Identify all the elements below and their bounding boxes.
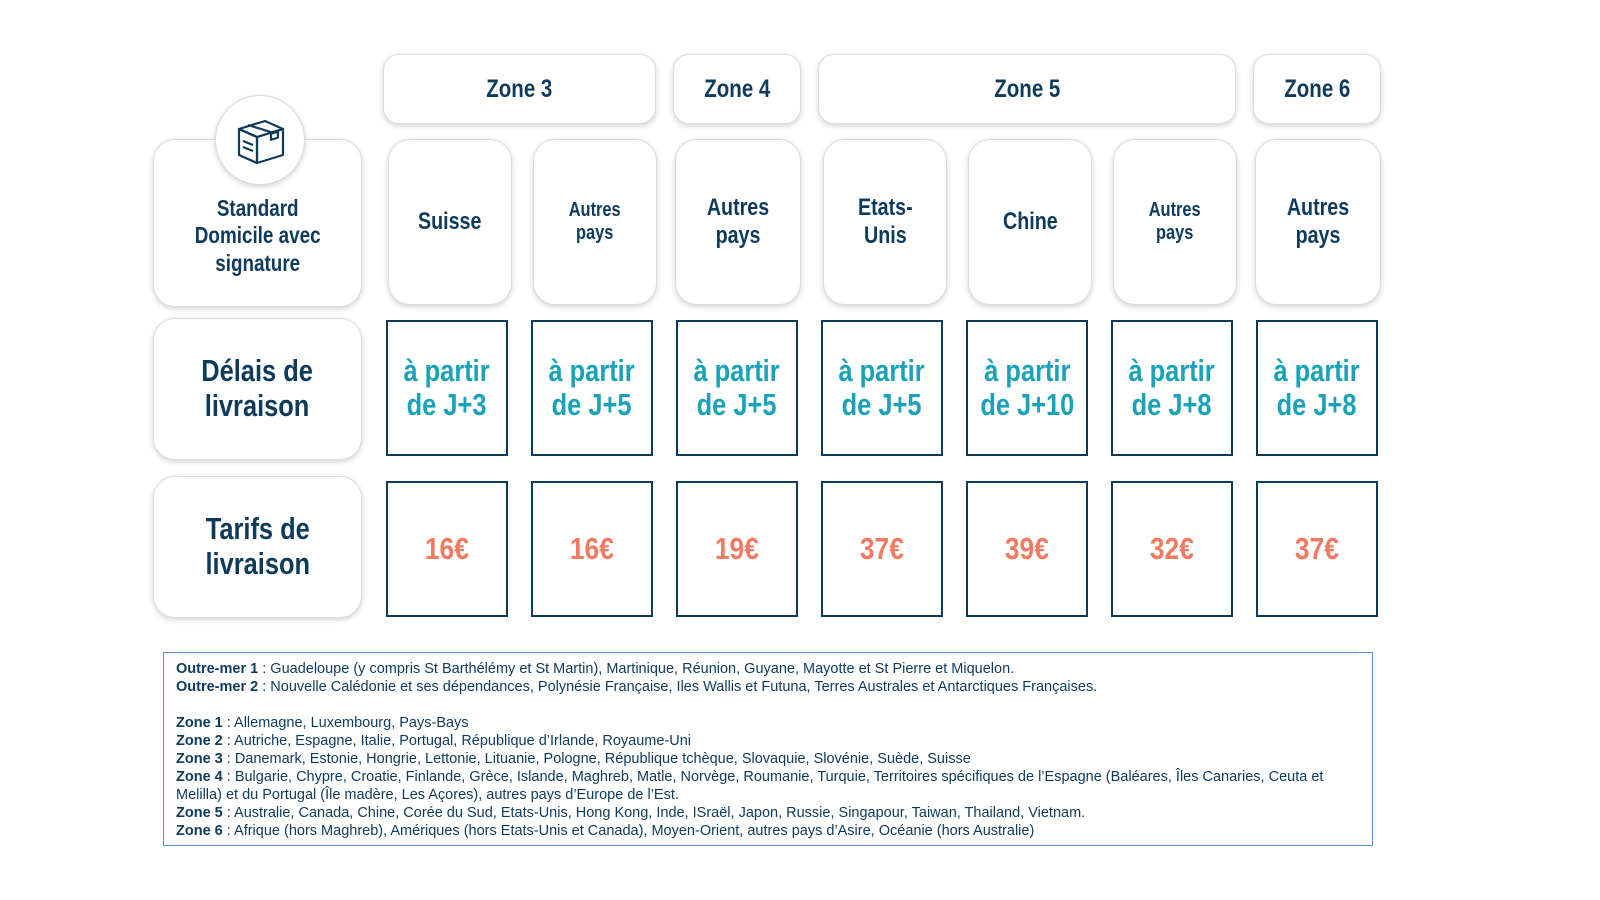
destination-line: Autres xyxy=(1149,199,1201,221)
price-value: 37€ xyxy=(860,531,904,566)
legend-key: Zone 4 xyxy=(176,769,223,785)
destination-line: Autres xyxy=(1286,194,1350,222)
delay-row-label-card xyxy=(153,318,362,460)
legend-text: : Nouvelle Calédonie et ses dépendances, Polynésie Française, Iles Wallis et Futuna, Terres Australes et Antarctiques Françaises. xyxy=(258,679,1098,695)
delay-row-label-line: Délais de xyxy=(201,353,314,389)
destination-label xyxy=(418,208,481,236)
delay-line: à partir xyxy=(1273,352,1361,388)
zone-5-header xyxy=(818,54,1236,124)
destination-line: Etats- xyxy=(857,194,913,222)
delay-line: de J+8 xyxy=(1277,387,1357,422)
price-cell xyxy=(821,481,943,617)
price-row-label xyxy=(205,512,310,581)
service-label-line: Standard xyxy=(216,194,299,221)
destination-card xyxy=(1113,139,1237,305)
delay-line: à partir xyxy=(1128,352,1216,388)
price-cell xyxy=(531,481,653,617)
delay-line: de J+5 xyxy=(697,387,777,422)
legend-text: : Bulgarie, Chypre, Croatie, Finlande, Grèce, Islande, Maghreb, Matle, Norvège, Roumanie, Turquie, Territoires spécifiques de l’Espagne (Baléares, Îles Canaries, Ceuta et Melilla) et du Portugal (Île madère, Les Açores), autres pays d’Europe de l’Est. xyxy=(176,769,1324,803)
legend-line xyxy=(176,660,1360,678)
delay-row-label-line: livraison xyxy=(205,388,310,423)
price-cell xyxy=(966,481,1088,617)
delay-line: à partir xyxy=(693,352,781,388)
zone-6-label: Zone 6 xyxy=(1283,74,1351,103)
price-cell xyxy=(1256,481,1378,617)
destination-card xyxy=(968,139,1092,305)
delay-value xyxy=(404,354,490,422)
legend-key: Zone 3 xyxy=(176,751,223,767)
legend-key: Outre-mer 2 xyxy=(176,679,259,695)
delay-value xyxy=(1129,354,1215,422)
price-value: 19€ xyxy=(715,531,759,566)
destination-line: pays xyxy=(715,222,761,249)
destination-line: pays xyxy=(1156,222,1194,244)
destination-label xyxy=(858,194,913,249)
destination-line: pays xyxy=(1295,222,1341,249)
legend-spacer xyxy=(176,696,1360,714)
destination-card xyxy=(823,139,947,305)
delay-cell xyxy=(531,320,653,456)
price-value: 37€ xyxy=(1295,531,1339,566)
delay-line: de J+10 xyxy=(980,387,1074,422)
price-row-label-line: livraison xyxy=(205,546,310,581)
price-cell xyxy=(676,481,798,617)
legend-line xyxy=(176,678,1360,696)
legend-key: Outre-mer 1 xyxy=(176,661,259,677)
price-row-label-card xyxy=(153,476,362,618)
legend-key: Zone 2 xyxy=(176,733,223,749)
delay-line: de J+5 xyxy=(842,387,922,422)
destination-line: pays xyxy=(576,222,614,244)
legend-text: : Danemark, Estonie, Hongrie, Lettonie, Lituanie, Pologne, République tchèque, Slovaquie, Slovénie, Suède, Suisse xyxy=(222,751,971,767)
delay-cell xyxy=(676,320,798,456)
delay-line: à partir xyxy=(548,352,636,388)
zone-legend xyxy=(163,652,1373,846)
destination-label xyxy=(1149,199,1201,245)
delay-line: à partir xyxy=(983,352,1071,388)
legend-line xyxy=(176,732,1360,750)
destination-card xyxy=(533,139,657,305)
delay-row-label xyxy=(202,354,314,423)
destination-label xyxy=(707,194,769,249)
delay-line: à partir xyxy=(838,352,926,388)
legend-key: Zone 5 xyxy=(176,805,223,821)
delay-value xyxy=(839,354,925,422)
legend-key: Zone 6 xyxy=(176,823,223,839)
destination-label xyxy=(1003,208,1058,236)
destination-line: Suisse xyxy=(418,208,482,236)
price-value: 32€ xyxy=(1150,531,1194,566)
zone-3-label: Zone 3 xyxy=(486,74,553,103)
package-box-icon-svg xyxy=(231,111,289,169)
legend-text: : Allemagne, Luxembourg, Pays-Bays xyxy=(222,715,469,731)
delay-value xyxy=(1274,354,1360,422)
legend-text: : Afrique (hors Maghreb), Amériques (hors Etats-Unis et Canada), Moyen-Orient, autres pays d’Asire, Océanie (hors Australie) xyxy=(222,823,1035,839)
delay-line: de J+5 xyxy=(552,387,632,422)
legend-text: : Autriche, Espagne, Italie, Portugal, République d’Irlande, Royaume-Uni xyxy=(222,733,692,749)
delay-cell xyxy=(821,320,943,456)
destination-line: Autres xyxy=(569,199,621,221)
zone-3-header xyxy=(383,54,656,124)
destination-line: Autres xyxy=(706,194,770,222)
delay-value xyxy=(694,354,780,422)
destination-line: Unis xyxy=(863,222,907,249)
delay-cell xyxy=(386,320,508,456)
price-row-label-line: Tarifs de xyxy=(205,511,310,547)
destination-label xyxy=(1287,194,1349,249)
legend-line xyxy=(176,714,1360,732)
price-cell xyxy=(386,481,508,617)
price-value: 16€ xyxy=(425,531,469,566)
destination-card xyxy=(675,139,801,305)
zone-5-label: Zone 5 xyxy=(993,74,1061,103)
destination-card xyxy=(1255,139,1381,305)
delay-line: à partir xyxy=(403,352,491,388)
service-label-line: signature xyxy=(215,249,300,276)
legend-line xyxy=(176,750,1360,768)
destination-line: Chine xyxy=(1002,208,1058,236)
zone-4-header xyxy=(673,54,801,124)
legend-text: : Guadeloupe (y compris St Barthélémy et St Martin), Martinique, Réunion, Guyane, Mayotte et St Pierre et Miquelon. xyxy=(258,661,1015,677)
package-box-icon xyxy=(215,95,305,185)
delay-cell xyxy=(1111,320,1233,456)
service-label-line: Domicile avec xyxy=(194,222,321,249)
legend-key: Zone 1 xyxy=(176,715,223,731)
legend-text: : Australie, Canada, Chine, Corée du Sud, Etats-Unis, Hong Kong, Inde, ISraël, Japon, Russie, Singapour, Taiwan, Thailand, Vietnam. xyxy=(222,805,1086,821)
zone-4-label: Zone 4 xyxy=(703,74,771,103)
destination-label xyxy=(569,199,621,245)
price-cell xyxy=(1111,481,1233,617)
legend-line xyxy=(176,804,1360,822)
delay-value xyxy=(980,354,1074,422)
service-label xyxy=(195,195,321,278)
delay-cell xyxy=(1256,320,1378,456)
delay-value xyxy=(549,354,635,422)
delay-line: de J+3 xyxy=(407,387,487,422)
price-value: 16€ xyxy=(570,531,614,566)
price-value: 39€ xyxy=(1005,531,1049,566)
legend-line xyxy=(176,822,1360,840)
legend-line xyxy=(176,768,1360,804)
destination-card xyxy=(388,139,512,305)
zone-6-header xyxy=(1253,54,1381,124)
delay-cell xyxy=(966,320,1088,456)
delay-line: de J+8 xyxy=(1132,387,1212,422)
